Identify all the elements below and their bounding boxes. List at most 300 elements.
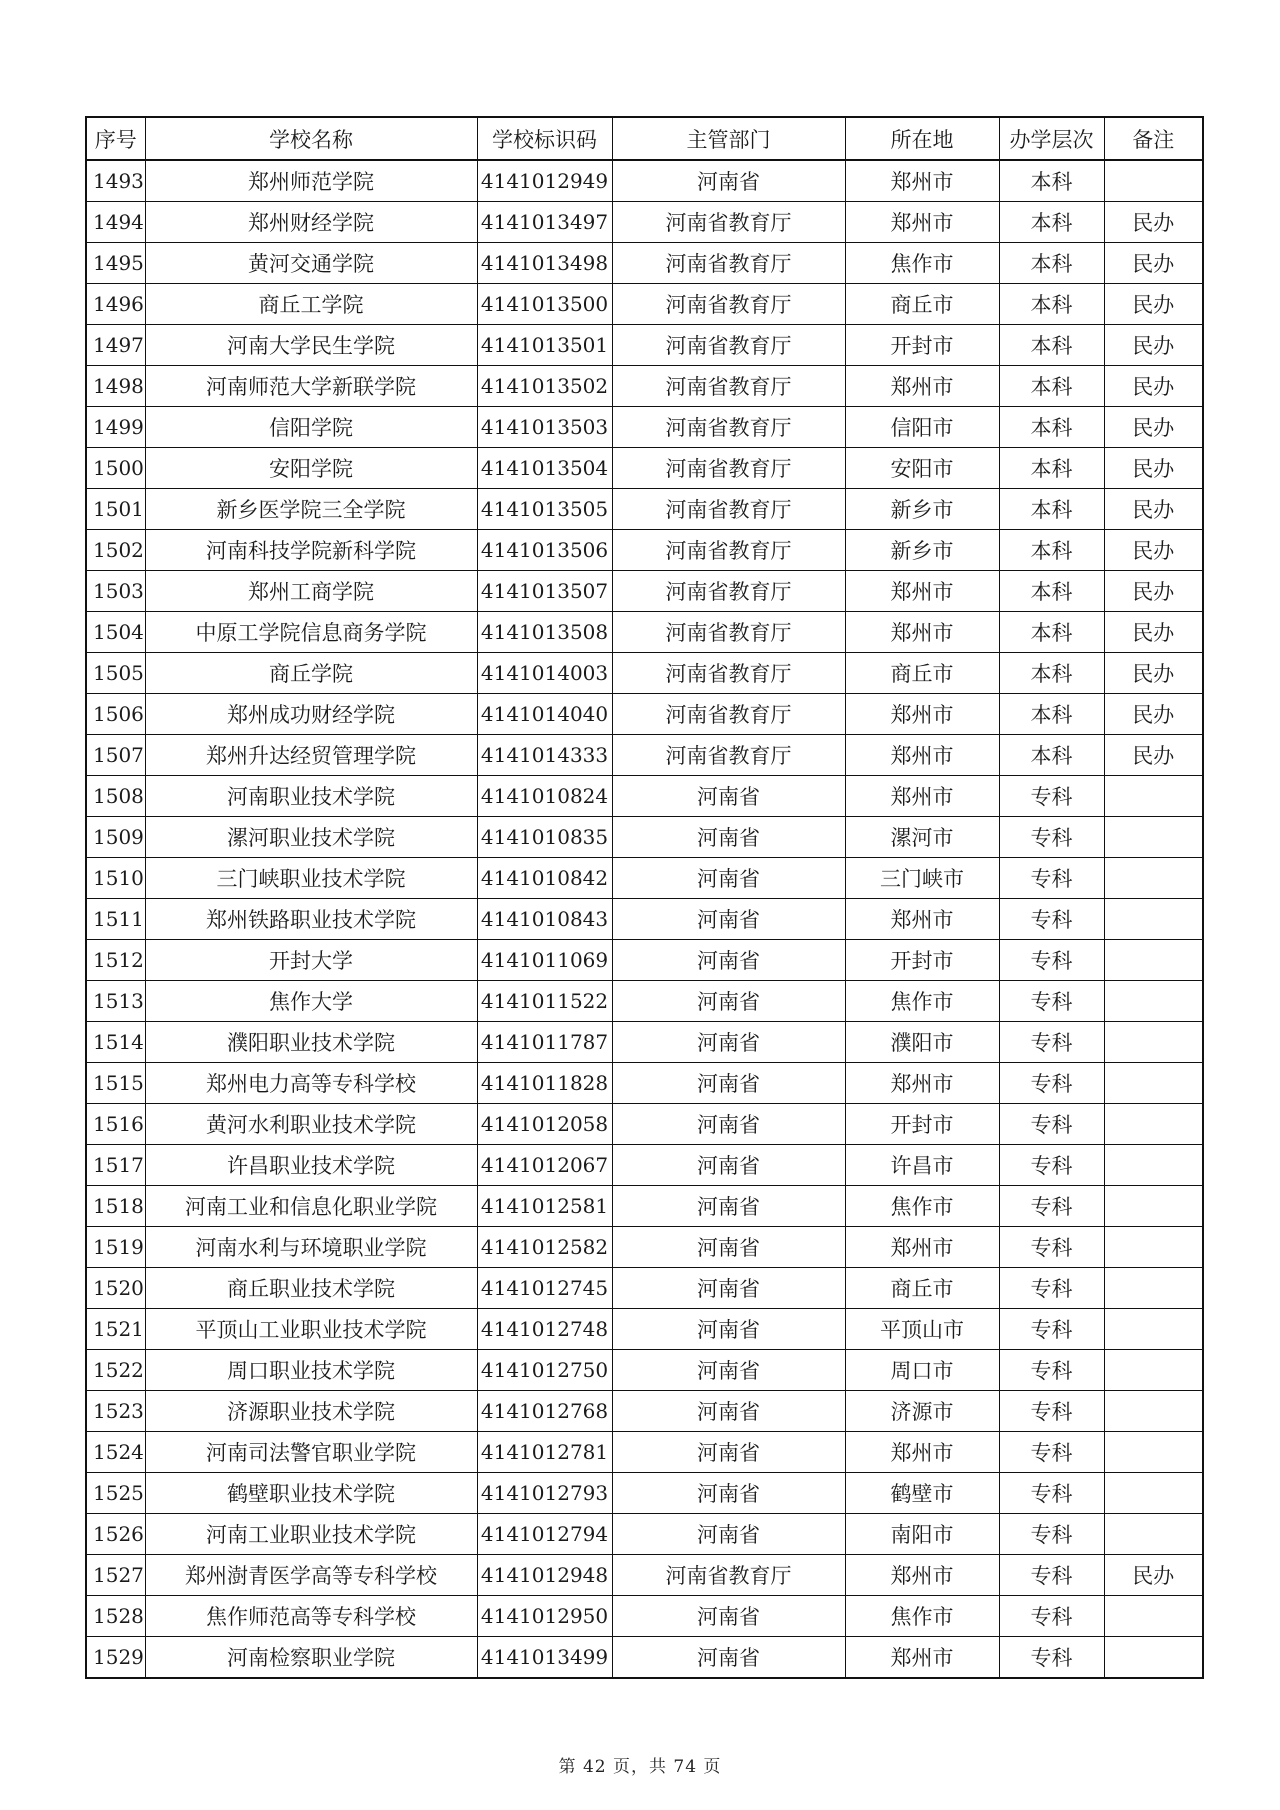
- cell-level: 专科: [999, 1186, 1104, 1227]
- cell-index: 1494: [86, 202, 145, 243]
- cell-index: 1522: [86, 1350, 145, 1391]
- cell-location: 商丘市: [845, 653, 999, 694]
- cell-location: 焦作市: [845, 1596, 999, 1637]
- cell-remark: [1104, 817, 1203, 858]
- cell-school-code: 4141011828: [477, 1063, 612, 1104]
- cell-remark: [1104, 1432, 1203, 1473]
- cell-remark: [1104, 1514, 1203, 1555]
- cell-location: 信阳市: [845, 407, 999, 448]
- cell-level: 专科: [999, 817, 1104, 858]
- cell-school-code: 4141012745: [477, 1268, 612, 1309]
- cell-level: 专科: [999, 776, 1104, 817]
- cell-index: 1525: [86, 1473, 145, 1514]
- cell-school-code: 4141010842: [477, 858, 612, 899]
- cell-remark: 民办: [1104, 448, 1203, 489]
- cell-remark: [1104, 1596, 1203, 1637]
- cell-school-name: 中原工学院信息商务学院: [145, 612, 477, 653]
- cell-department: 河南省: [612, 981, 845, 1022]
- cell-school-code: 4141011787: [477, 1022, 612, 1063]
- cell-remark: [1104, 1268, 1203, 1309]
- cell-location: 焦作市: [845, 243, 999, 284]
- cell-school-code: 4141012748: [477, 1309, 612, 1350]
- cell-department: 河南省教育厅: [612, 1555, 845, 1596]
- cell-index: 1505: [86, 653, 145, 694]
- table-row: [86, 1391, 1203, 1432]
- cell-location: 开封市: [845, 325, 999, 366]
- cell-school-name: 商丘学院: [145, 653, 477, 694]
- cell-school-name: 许昌职业技术学院: [145, 1145, 477, 1186]
- cell-school-code: 4141012950: [477, 1596, 612, 1637]
- cell-index: 1497: [86, 325, 145, 366]
- table-row: [86, 1432, 1203, 1473]
- cell-remark: [1104, 1063, 1203, 1104]
- cell-level: 本科: [999, 735, 1104, 776]
- cell-index: 1513: [86, 981, 145, 1022]
- cell-location: 商丘市: [845, 284, 999, 325]
- header-school-name: 学校名称: [145, 117, 477, 160]
- cell-school-name: 河南水利与环境职业学院: [145, 1227, 477, 1268]
- cell-department: 河南省: [612, 817, 845, 858]
- table-row: [86, 1227, 1203, 1268]
- table-row: [86, 899, 1203, 940]
- cell-remark: 民办: [1104, 571, 1203, 612]
- header-remark: 备注: [1104, 117, 1203, 160]
- cell-department: 河南省教育厅: [612, 571, 845, 612]
- cell-index: 1507: [86, 735, 145, 776]
- cell-school-name: 河南工业职业技术学院: [145, 1514, 477, 1555]
- cell-remark: 民办: [1104, 612, 1203, 653]
- cell-remark: [1104, 1350, 1203, 1391]
- cell-department: 河南省教育厅: [612, 243, 845, 284]
- cell-location: 濮阳市: [845, 1022, 999, 1063]
- cell-school-name: 商丘职业技术学院: [145, 1268, 477, 1309]
- cell-school-name: 黄河水利职业技术学院: [145, 1104, 477, 1145]
- table-row: [86, 1350, 1203, 1391]
- table-row: [86, 817, 1203, 858]
- table-row: [86, 858, 1203, 899]
- cell-department: 河南省: [612, 1514, 845, 1555]
- cell-level: 专科: [999, 899, 1104, 940]
- cell-index: 1502: [86, 530, 145, 571]
- cell-department: 河南省: [612, 1309, 845, 1350]
- cell-school-name: 河南科技学院新科学院: [145, 530, 477, 571]
- cell-school-code: 4141012058: [477, 1104, 612, 1145]
- cell-department: 河南省: [612, 1186, 845, 1227]
- cell-school-name: 郑州铁路职业技术学院: [145, 899, 477, 940]
- cell-school-code: 4141012949: [477, 160, 612, 202]
- cell-location: 郑州市: [845, 612, 999, 653]
- cell-school-name: 平顶山工业职业技术学院: [145, 1309, 477, 1350]
- cell-level: 专科: [999, 1596, 1104, 1637]
- cell-remark: [1104, 1473, 1203, 1514]
- cell-remark: [1104, 940, 1203, 981]
- cell-school-name: 商丘工学院: [145, 284, 477, 325]
- cell-remark: [1104, 1022, 1203, 1063]
- cell-location: 焦作市: [845, 981, 999, 1022]
- table-row: [86, 653, 1203, 694]
- cell-location: 郑州市: [845, 1432, 999, 1473]
- cell-school-name: 周口职业技术学院: [145, 1350, 477, 1391]
- cell-index: 1516: [86, 1104, 145, 1145]
- cell-school-code: 4141013508: [477, 612, 612, 653]
- cell-school-name: 河南职业技术学院: [145, 776, 477, 817]
- cell-department: 河南省教育厅: [612, 202, 845, 243]
- cell-school-name: 河南检察职业学院: [145, 1637, 477, 1679]
- cell-remark: 民办: [1104, 284, 1203, 325]
- cell-school-code: 4141012582: [477, 1227, 612, 1268]
- cell-level: 专科: [999, 858, 1104, 899]
- cell-level: 本科: [999, 284, 1104, 325]
- table-row: [86, 448, 1203, 489]
- cell-index: 1524: [86, 1432, 145, 1473]
- cell-department: 河南省教育厅: [612, 284, 845, 325]
- cell-index: 1515: [86, 1063, 145, 1104]
- table-row: [86, 243, 1203, 284]
- cell-index: 1520: [86, 1268, 145, 1309]
- cell-school-code: 4141012793: [477, 1473, 612, 1514]
- cell-department: 河南省: [612, 899, 845, 940]
- cell-school-name: 济源职业技术学院: [145, 1391, 477, 1432]
- cell-level: 本科: [999, 202, 1104, 243]
- cell-location: 新乡市: [845, 489, 999, 530]
- cell-school-name: 郑州师范学院: [145, 160, 477, 202]
- cell-level: 本科: [999, 325, 1104, 366]
- table-row: [86, 284, 1203, 325]
- cell-school-code: 4141013505: [477, 489, 612, 530]
- cell-school-code: 4141013506: [477, 530, 612, 571]
- cell-school-code: 4141013497: [477, 202, 612, 243]
- cell-school-name: 安阳学院: [145, 448, 477, 489]
- cell-level: 专科: [999, 1391, 1104, 1432]
- cell-school-name: 焦作师范高等专科学校: [145, 1596, 477, 1637]
- cell-index: 1493: [86, 160, 145, 202]
- cell-level: 专科: [999, 1227, 1104, 1268]
- cell-remark: [1104, 981, 1203, 1022]
- cell-department: 河南省: [612, 1022, 845, 1063]
- cell-level: 本科: [999, 489, 1104, 530]
- cell-school-code: 4141010843: [477, 899, 612, 940]
- cell-school-code: 4141013504: [477, 448, 612, 489]
- cell-remark: 民办: [1104, 243, 1203, 284]
- cell-index: 1503: [86, 571, 145, 612]
- cell-level: 本科: [999, 571, 1104, 612]
- cell-remark: [1104, 1637, 1203, 1679]
- cell-school-code: 4141014040: [477, 694, 612, 735]
- table-row: [86, 571, 1203, 612]
- cell-school-code: 4141011069: [477, 940, 612, 981]
- table-row: [86, 325, 1203, 366]
- cell-school-code: 4141010824: [477, 776, 612, 817]
- cell-school-code: 4141013501: [477, 325, 612, 366]
- cell-department: 河南省教育厅: [612, 448, 845, 489]
- cell-school-code: 4141011522: [477, 981, 612, 1022]
- cell-location: 郑州市: [845, 571, 999, 612]
- cell-remark: [1104, 1104, 1203, 1145]
- cell-index: 1500: [86, 448, 145, 489]
- cell-location: 郑州市: [845, 1227, 999, 1268]
- cell-department: 河南省教育厅: [612, 407, 845, 448]
- cell-remark: 民办: [1104, 407, 1203, 448]
- cell-location: 郑州市: [845, 1637, 999, 1679]
- cell-index: 1506: [86, 694, 145, 735]
- cell-remark: [1104, 1227, 1203, 1268]
- cell-location: 郑州市: [845, 366, 999, 407]
- cell-index: 1517: [86, 1145, 145, 1186]
- cell-remark: 民办: [1104, 489, 1203, 530]
- cell-index: 1527: [86, 1555, 145, 1596]
- cell-department: 河南省教育厅: [612, 530, 845, 571]
- cell-remark: 民办: [1104, 202, 1203, 243]
- cell-level: 专科: [999, 1514, 1104, 1555]
- cell-level: 本科: [999, 407, 1104, 448]
- cell-school-code: 4141013503: [477, 407, 612, 448]
- cell-level: 专科: [999, 1145, 1104, 1186]
- table-row: [86, 1104, 1203, 1145]
- cell-school-name: 新乡医学院三全学院: [145, 489, 477, 530]
- cell-level: 专科: [999, 1555, 1104, 1596]
- cell-index: 1518: [86, 1186, 145, 1227]
- cell-location: 开封市: [845, 1104, 999, 1145]
- cell-school-code: 4141012067: [477, 1145, 612, 1186]
- cell-department: 河南省教育厅: [612, 325, 845, 366]
- cell-location: 郑州市: [845, 1063, 999, 1104]
- cell-index: 1504: [86, 612, 145, 653]
- cell-department: 河南省: [612, 1104, 845, 1145]
- table-row: [86, 981, 1203, 1022]
- cell-school-name: 河南师范大学新联学院: [145, 366, 477, 407]
- cell-level: 专科: [999, 981, 1104, 1022]
- cell-location: 郑州市: [845, 202, 999, 243]
- cell-school-code: 4141013500: [477, 284, 612, 325]
- table-row: [86, 1309, 1203, 1350]
- cell-remark: 民办: [1104, 366, 1203, 407]
- cell-index: 1496: [86, 284, 145, 325]
- header-department: 主管部门: [612, 117, 845, 160]
- cell-department: 河南省教育厅: [612, 612, 845, 653]
- cell-remark: [1104, 1391, 1203, 1432]
- cell-department: 河南省: [612, 1473, 845, 1514]
- table-row: [86, 1514, 1203, 1555]
- cell-department: 河南省: [612, 160, 845, 202]
- cell-location: 焦作市: [845, 1186, 999, 1227]
- cell-school-name: 黄河交通学院: [145, 243, 477, 284]
- table-row: [86, 1145, 1203, 1186]
- cell-department: 河南省教育厅: [612, 366, 845, 407]
- header-school-code: 学校标识码: [477, 117, 612, 160]
- table-row: [86, 530, 1203, 571]
- cell-index: 1508: [86, 776, 145, 817]
- table-row: [86, 1186, 1203, 1227]
- cell-school-name: 郑州电力高等专科学校: [145, 1063, 477, 1104]
- cell-index: 1499: [86, 407, 145, 448]
- cell-index: 1529: [86, 1637, 145, 1679]
- cell-index: 1514: [86, 1022, 145, 1063]
- school-table: [85, 116, 1204, 1679]
- cell-remark: 民办: [1104, 325, 1203, 366]
- cell-index: 1495: [86, 243, 145, 284]
- cell-department: 河南省教育厅: [612, 653, 845, 694]
- cell-department: 河南省: [612, 1432, 845, 1473]
- cell-remark: [1104, 1309, 1203, 1350]
- cell-level: 专科: [999, 1063, 1104, 1104]
- table-body: [86, 160, 1203, 1678]
- cell-remark: [1104, 899, 1203, 940]
- table-header-row: [86, 117, 1203, 160]
- cell-level: 专科: [999, 1637, 1104, 1679]
- cell-school-code: 4141013499: [477, 1637, 612, 1679]
- cell-remark: [1104, 1186, 1203, 1227]
- table-row: [86, 776, 1203, 817]
- cell-school-name: 漯河职业技术学院: [145, 817, 477, 858]
- cell-school-code: 4141014333: [477, 735, 612, 776]
- table-row: [86, 940, 1203, 981]
- cell-department: 河南省: [612, 1063, 845, 1104]
- cell-school-code: 4141013498: [477, 243, 612, 284]
- cell-school-code: 4141013502: [477, 366, 612, 407]
- cell-index: 1501: [86, 489, 145, 530]
- cell-index: 1528: [86, 1596, 145, 1637]
- cell-level: 本科: [999, 160, 1104, 202]
- cell-school-name: 河南工业和信息化职业学院: [145, 1186, 477, 1227]
- cell-school-name: 河南司法警官职业学院: [145, 1432, 477, 1473]
- cell-location: 新乡市: [845, 530, 999, 571]
- cell-level: 本科: [999, 448, 1104, 489]
- table-row: [86, 1473, 1203, 1514]
- cell-department: 河南省: [612, 1637, 845, 1679]
- cell-level: 本科: [999, 366, 1104, 407]
- cell-location: 鹤壁市: [845, 1473, 999, 1514]
- cell-index: 1512: [86, 940, 145, 981]
- cell-remark: [1104, 160, 1203, 202]
- cell-department: 河南省: [612, 1350, 845, 1391]
- cell-school-code: 4141012948: [477, 1555, 612, 1596]
- header-index: 序号: [86, 117, 145, 160]
- cell-location: 郑州市: [845, 899, 999, 940]
- table-row: [86, 1596, 1203, 1637]
- page-footer: 第 42 页，共 74 页: [558, 1757, 722, 1777]
- cell-level: 专科: [999, 1473, 1104, 1514]
- table-row: [86, 1637, 1203, 1679]
- cell-school-name: 三门峡职业技术学院: [145, 858, 477, 899]
- table-row: [86, 612, 1203, 653]
- cell-level: 专科: [999, 1309, 1104, 1350]
- cell-index: 1521: [86, 1309, 145, 1350]
- cell-level: 本科: [999, 530, 1104, 571]
- cell-remark: 民办: [1104, 653, 1203, 694]
- cell-school-name: 郑州工商学院: [145, 571, 477, 612]
- cell-location: 许昌市: [845, 1145, 999, 1186]
- table-row: [86, 1063, 1203, 1104]
- cell-location: 郑州市: [845, 160, 999, 202]
- cell-remark: [1104, 858, 1203, 899]
- cell-location: 安阳市: [845, 448, 999, 489]
- cell-school-code: 4141012794: [477, 1514, 612, 1555]
- cell-department: 河南省教育厅: [612, 694, 845, 735]
- table-row: [86, 1268, 1203, 1309]
- cell-school-name: 河南大学民生学院: [145, 325, 477, 366]
- cell-department: 河南省: [612, 1596, 845, 1637]
- cell-remark: [1104, 776, 1203, 817]
- cell-school-name: 郑州财经学院: [145, 202, 477, 243]
- cell-level: 本科: [999, 653, 1104, 694]
- school-list-sheet: [85, 116, 1202, 1679]
- cell-department: 河南省: [612, 1268, 845, 1309]
- table-row: [86, 1022, 1203, 1063]
- cell-department: 河南省: [612, 1145, 845, 1186]
- cell-index: 1519: [86, 1227, 145, 1268]
- cell-department: 河南省教育厅: [612, 489, 845, 530]
- cell-location: 郑州市: [845, 694, 999, 735]
- cell-school-name: 郑州升达经贸管理学院: [145, 735, 477, 776]
- cell-school-name: 鹤壁职业技术学院: [145, 1473, 477, 1514]
- header-level: 办学层次: [999, 117, 1104, 160]
- cell-location: 济源市: [845, 1391, 999, 1432]
- cell-level: 专科: [999, 1350, 1104, 1391]
- cell-level: 专科: [999, 1432, 1104, 1473]
- cell-school-code: 4141010835: [477, 817, 612, 858]
- cell-level: 专科: [999, 1104, 1104, 1145]
- cell-index: 1509: [86, 817, 145, 858]
- cell-school-code: 4141012581: [477, 1186, 612, 1227]
- cell-school-code: 4141012750: [477, 1350, 612, 1391]
- cell-remark: 民办: [1104, 694, 1203, 735]
- cell-index: 1523: [86, 1391, 145, 1432]
- cell-level: 本科: [999, 612, 1104, 653]
- cell-remark: 民办: [1104, 1555, 1203, 1596]
- cell-school-code: 4141012768: [477, 1391, 612, 1432]
- cell-level: 专科: [999, 1022, 1104, 1063]
- cell-level: 专科: [999, 1268, 1104, 1309]
- cell-index: 1510: [86, 858, 145, 899]
- cell-index: 1498: [86, 366, 145, 407]
- cell-location: 开封市: [845, 940, 999, 981]
- cell-school-code: 4141012781: [477, 1432, 612, 1473]
- cell-location: 漯河市: [845, 817, 999, 858]
- cell-location: 三门峡市: [845, 858, 999, 899]
- cell-level: 本科: [999, 694, 1104, 735]
- cell-level: 本科: [999, 243, 1104, 284]
- cell-location: 南阳市: [845, 1514, 999, 1555]
- cell-school-name: 焦作大学: [145, 981, 477, 1022]
- cell-school-name: 开封大学: [145, 940, 477, 981]
- cell-department: 河南省: [612, 1227, 845, 1268]
- cell-remark: [1104, 1145, 1203, 1186]
- cell-remark: 民办: [1104, 735, 1203, 776]
- table-row: [86, 694, 1203, 735]
- table-row: [86, 489, 1203, 530]
- cell-department: 河南省: [612, 858, 845, 899]
- cell-school-code: 4141013507: [477, 571, 612, 612]
- cell-remark: 民办: [1104, 530, 1203, 571]
- cell-location: 周口市: [845, 1350, 999, 1391]
- cell-department: 河南省: [612, 776, 845, 817]
- table-row: [86, 735, 1203, 776]
- cell-school-name: 濮阳职业技术学院: [145, 1022, 477, 1063]
- cell-location: 郑州市: [845, 1555, 999, 1596]
- table-row: [86, 202, 1203, 243]
- cell-department: 河南省教育厅: [612, 735, 845, 776]
- cell-location: 郑州市: [845, 776, 999, 817]
- table-row: [86, 407, 1203, 448]
- cell-level: 专科: [999, 940, 1104, 981]
- header-location: 所在地: [845, 117, 999, 160]
- cell-location: 商丘市: [845, 1268, 999, 1309]
- table-row: [86, 1555, 1203, 1596]
- cell-school-name: 郑州澍青医学高等专科学校: [145, 1555, 477, 1596]
- table-row: [86, 366, 1203, 407]
- cell-location: 平顶山市: [845, 1309, 999, 1350]
- table-row: [86, 160, 1203, 202]
